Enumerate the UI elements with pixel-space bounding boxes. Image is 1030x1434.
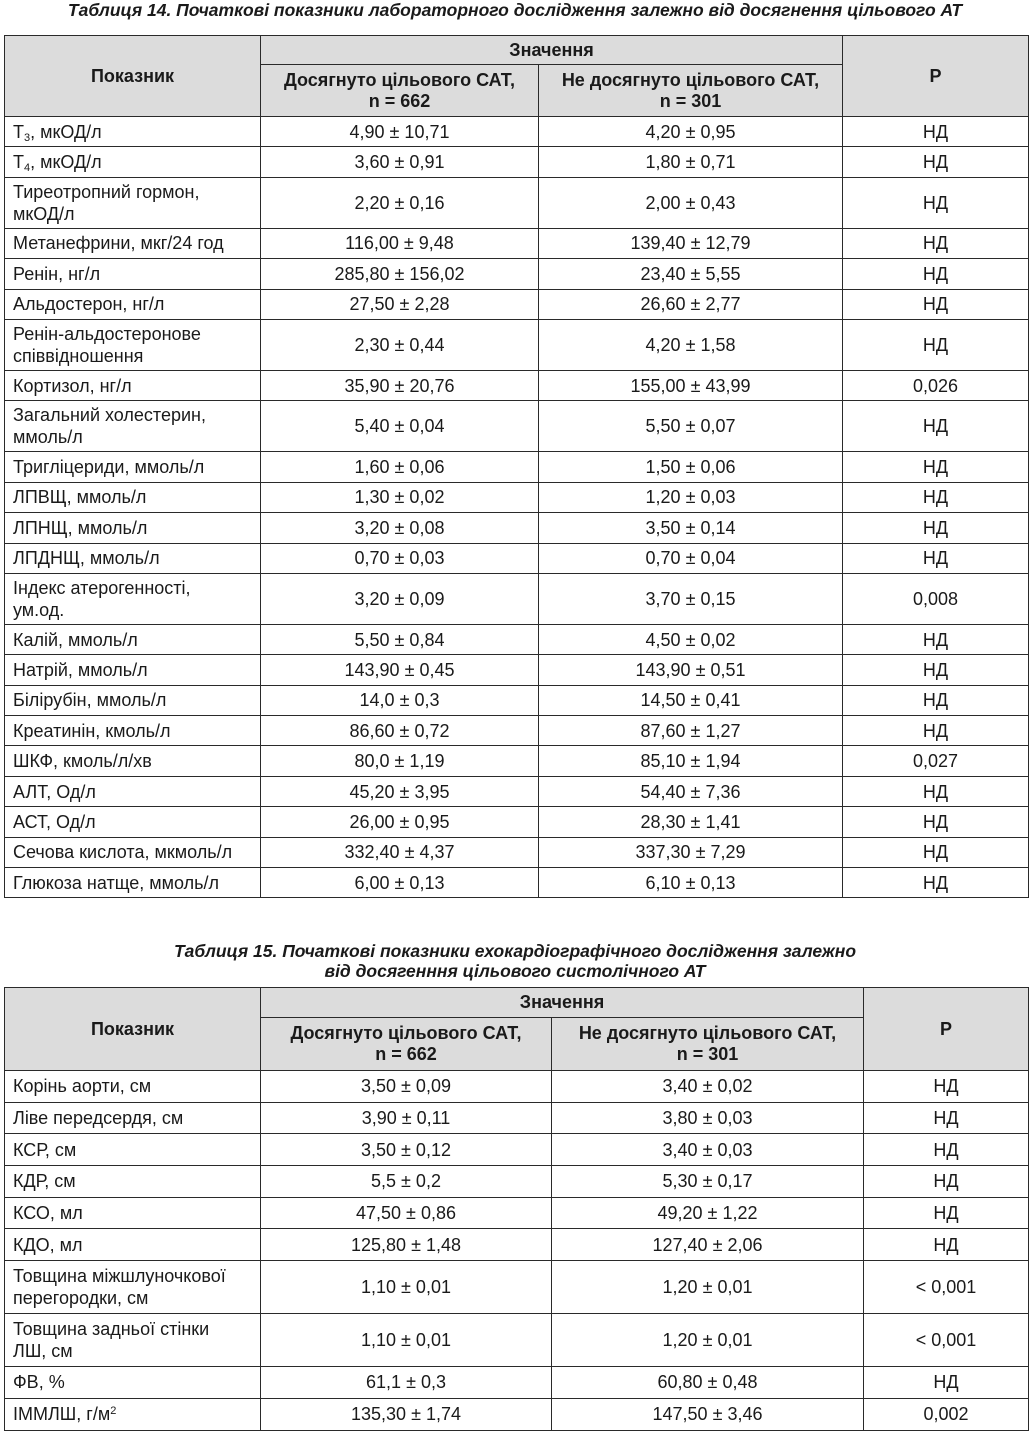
indicator-cell: ШКФ, кмоль/л/хв bbox=[5, 746, 261, 776]
table-row bbox=[5, 177, 1029, 228]
not-achieved-value-cell: 87,60 ± 1,27 bbox=[539, 716, 843, 746]
indicator-cell: $Т_3$, мкОД/л bbox=[5, 117, 261, 147]
p-value-cell: НД bbox=[843, 543, 1029, 573]
not-achieved-value-cell: 3,40 ± 0,02 bbox=[552, 1071, 864, 1103]
achieved-value-cell: 4,90 ± 10,71 bbox=[261, 117, 539, 147]
table-row bbox=[5, 655, 1029, 685]
indicator-cell: Ренін, нг/л bbox=[5, 259, 261, 289]
achieved-header: Досягнуто цільового САТ, n = 662 bbox=[261, 1018, 552, 1071]
achieved-value-cell: 5,5 ± 0,2 bbox=[261, 1166, 552, 1198]
p-value-cell: НД bbox=[864, 1102, 1029, 1134]
achieved-value-cell: 6,00 ± 0,13 bbox=[261, 868, 539, 898]
achieved-value-cell: 125,80 ± 1,48 bbox=[261, 1229, 552, 1261]
achieved-value-cell: 14,0 ± 0,3 bbox=[261, 685, 539, 715]
indicator-cell: АЛТ, Од/л bbox=[5, 776, 261, 806]
p-value-cell: НД bbox=[864, 1229, 1029, 1261]
table-row bbox=[5, 837, 1029, 867]
indicator-cell: ЛПВЩ, ммоль/л bbox=[5, 482, 261, 512]
achieved-value-cell: 1,30 ± 0,02 bbox=[261, 482, 539, 512]
indicator-cell: Сечова кислота, мкмоль/л bbox=[5, 837, 261, 867]
p-value-cell: НД bbox=[864, 1367, 1029, 1399]
indicator-cell: Калій, ммоль/л bbox=[5, 624, 261, 654]
achieved-value-cell: 5,50 ± 0,84 bbox=[261, 624, 539, 654]
achieved-value-cell: 2,20 ± 0,16 bbox=[261, 177, 539, 228]
achieved-value-cell: 80,0 ± 1,19 bbox=[261, 746, 539, 776]
indicator-cell: Товщина задньої стінки ЛШ, см bbox=[5, 1314, 261, 1367]
table-row bbox=[5, 319, 1029, 370]
not-achieved-value-cell: 4,20 ± 1,58 bbox=[539, 319, 843, 370]
indicator-cell: Метанефрини, мкг/24 год bbox=[5, 228, 261, 258]
indicator-cell: Індекс атерогенності, ум.од. bbox=[5, 573, 261, 624]
achieved-value-cell: 3,50 ± 0,09 bbox=[261, 1071, 552, 1103]
p-value-cell: НД bbox=[843, 319, 1029, 370]
achieved-value-cell: 3,60 ± 0,91 bbox=[261, 147, 539, 177]
table-row bbox=[5, 1102, 1029, 1134]
p-value-cell: НД bbox=[843, 685, 1029, 715]
table-row bbox=[5, 776, 1029, 806]
not-achieved-value-cell: 26,60 ± 2,77 bbox=[539, 289, 843, 319]
table-14-header bbox=[5, 36, 1029, 117]
table-row bbox=[5, 370, 1029, 400]
p-value-cell: НД bbox=[843, 401, 1029, 452]
not-achieved-value-cell: 0,70 ± 0,04 bbox=[539, 543, 843, 573]
not-achieved-value-cell: 1,80 ± 0,71 bbox=[539, 147, 843, 177]
achieved-value-cell: 5,40 ± 0,04 bbox=[261, 401, 539, 452]
table-row bbox=[5, 807, 1029, 837]
not-achieved-value-cell: 5,50 ± 0,07 bbox=[539, 401, 843, 452]
indicator-cell: Загальний холестерин, ммоль/л bbox=[5, 401, 261, 452]
achieved-header: Досягнуто цільового САТ, n = 662 bbox=[261, 65, 539, 117]
achieved-value-cell: 0,70 ± 0,03 bbox=[261, 543, 539, 573]
indicator-cell: ФВ, % bbox=[5, 1367, 261, 1399]
achieved-value-cell: 3,50 ± 0,12 bbox=[261, 1134, 552, 1166]
not-achieved-value-cell: 1,50 ± 0,06 bbox=[539, 452, 843, 482]
indicator-cell: $Т_4$, мкОД/л bbox=[5, 147, 261, 177]
achieved-value-cell: 332,40 ± 4,37 bbox=[261, 837, 539, 867]
p-value-cell: НД bbox=[843, 868, 1029, 898]
indicator-cell: Креатинін, кмоль/л bbox=[5, 716, 261, 746]
table-row bbox=[5, 1261, 1029, 1314]
not-achieved-value-cell: 155,00 ± 43,99 bbox=[539, 370, 843, 400]
achieved-value-cell: 35,90 ± 20,76 bbox=[261, 370, 539, 400]
p-value-cell: НД bbox=[843, 147, 1029, 177]
indicator-cell: Кортизол, нг/л bbox=[5, 370, 261, 400]
indicator-cell: Товщина міжшлуночкової перегородки, см bbox=[5, 1261, 261, 1314]
not-achieved-value-cell: 14,50 ± 0,41 bbox=[539, 685, 843, 715]
not-achieved-value-cell: 28,30 ± 1,41 bbox=[539, 807, 843, 837]
achieved-value-cell: 27,50 ± 2,28 bbox=[261, 289, 539, 319]
not-achieved-value-cell: 85,10 ± 1,94 bbox=[539, 746, 843, 776]
not-achieved-value-cell: 1,20 ± 0,01 bbox=[552, 1314, 864, 1367]
indicator-cell: КСО, мл bbox=[5, 1197, 261, 1229]
p-value-cell: 0,008 bbox=[843, 573, 1029, 624]
not-achieved-value-cell: 6,10 ± 0,13 bbox=[539, 868, 843, 898]
not-achieved-value-cell: 54,40 ± 7,36 bbox=[539, 776, 843, 806]
table-row bbox=[5, 513, 1029, 543]
values-group-header: Значення bbox=[261, 988, 864, 1018]
not-achieved-value-cell: 1,20 ± 0,03 bbox=[539, 482, 843, 512]
table-row bbox=[5, 401, 1029, 452]
indicator-cell: АСТ, Од/л bbox=[5, 807, 261, 837]
table-row bbox=[5, 452, 1029, 482]
indicator-cell: Тригліцериди, ммоль/л bbox=[5, 452, 261, 482]
p-value-cell: НД bbox=[864, 1071, 1029, 1103]
p-header: P bbox=[864, 988, 1029, 1071]
table-row bbox=[5, 1367, 1029, 1399]
not-achieved-value-cell: 143,90 ± 0,51 bbox=[539, 655, 843, 685]
not-achieved-value-cell: 4,50 ± 0,02 bbox=[539, 624, 843, 654]
indicator-header: Показник bbox=[5, 36, 261, 117]
table-row bbox=[5, 1071, 1029, 1103]
not-achieved-header: Не досягнуто цільового САТ, n = 301 bbox=[552, 1018, 864, 1071]
p-value-cell: НД bbox=[843, 624, 1029, 654]
p-value-cell: НД bbox=[843, 513, 1029, 543]
p-value-cell: НД bbox=[843, 807, 1029, 837]
p-value-cell: НД bbox=[843, 776, 1029, 806]
table-row bbox=[5, 1229, 1029, 1261]
achieved-value-cell: 45,20 ± 3,95 bbox=[261, 776, 539, 806]
indicator-cell: Глюкоза натще, ммоль/л bbox=[5, 868, 261, 898]
table-row bbox=[5, 1314, 1029, 1367]
p-value-cell: НД bbox=[864, 1166, 1029, 1198]
p-header: P bbox=[843, 36, 1029, 117]
table-row bbox=[5, 117, 1029, 147]
table-row bbox=[5, 1197, 1029, 1229]
table-15-body bbox=[5, 1071, 1029, 1431]
achieved-value-cell: 47,50 ± 0,86 bbox=[261, 1197, 552, 1229]
not-achieved-value-cell: 3,40 ± 0,03 bbox=[552, 1134, 864, 1166]
indicator-cell: ЛПДНЩ, ммоль/л bbox=[5, 543, 261, 573]
not-achieved-value-cell: 337,30 ± 7,29 bbox=[539, 837, 843, 867]
p-value-cell: НД bbox=[864, 1134, 1029, 1166]
p-value-cell: НД bbox=[843, 716, 1029, 746]
not-achieved-value-cell: 49,20 ± 1,22 bbox=[552, 1197, 864, 1229]
table-row bbox=[5, 1398, 1029, 1430]
indicator-cell: ЛПНЩ, ммоль/л bbox=[5, 513, 261, 543]
not-achieved-header: Не досягнуто цільового САТ, n = 301 bbox=[539, 65, 843, 117]
table-row bbox=[5, 746, 1029, 776]
values-group-header: Значення bbox=[261, 36, 843, 65]
p-value-cell: НД bbox=[843, 259, 1029, 289]
not-achieved-value-cell: 5,30 ± 0,17 bbox=[552, 1166, 864, 1198]
indicator-cell: Тиреотропний гормон, мкОД/л bbox=[5, 177, 261, 228]
achieved-value-cell: 3,90 ± 0,11 bbox=[261, 1102, 552, 1134]
table-row bbox=[5, 147, 1029, 177]
table-row bbox=[5, 685, 1029, 715]
achieved-value-cell: 2,30 ± 0,44 bbox=[261, 319, 539, 370]
indicator-cell: КДР, см bbox=[5, 1166, 261, 1198]
p-value-cell: 0,027 bbox=[843, 746, 1029, 776]
indicator-header: Показник bbox=[5, 988, 261, 1071]
indicator-cell: Білірубін, ммоль/л bbox=[5, 685, 261, 715]
achieved-value-cell: 1,10 ± 0,01 bbox=[261, 1314, 552, 1367]
achieved-value-cell: 285,80 ± 156,02 bbox=[261, 259, 539, 289]
achieved-value-cell: 26,00 ± 0,95 bbox=[261, 807, 539, 837]
not-achieved-value-cell: 139,40 ± 12,79 bbox=[539, 228, 843, 258]
not-achieved-value-cell: 127,40 ± 2,06 bbox=[552, 1229, 864, 1261]
p-value-cell: НД bbox=[843, 837, 1029, 867]
p-value-cell: < 0,001 bbox=[864, 1261, 1029, 1314]
indicator-cell: ІММЛШ, $г/м^2$ bbox=[5, 1398, 261, 1430]
table-14-body bbox=[5, 117, 1029, 898]
not-achieved-value-cell: 23,40 ± 5,55 bbox=[539, 259, 843, 289]
p-value-cell: 0,002 bbox=[864, 1398, 1029, 1430]
indicator-cell: КДО, мл bbox=[5, 1229, 261, 1261]
table-row bbox=[5, 259, 1029, 289]
p-value-cell: НД bbox=[843, 452, 1029, 482]
indicator-cell: КСР, см bbox=[5, 1134, 261, 1166]
indicator-cell: Ренін-альдостеронове співвідношення bbox=[5, 319, 261, 370]
table-15 bbox=[4, 987, 1029, 1431]
table-row bbox=[5, 868, 1029, 898]
achieved-value-cell: 3,20 ± 0,08 bbox=[261, 513, 539, 543]
achieved-value-cell: 61,1 ± 0,3 bbox=[261, 1367, 552, 1399]
achieved-value-cell: 116,00 ± 9,48 bbox=[261, 228, 539, 258]
achieved-value-cell: 143,90 ± 0,45 bbox=[261, 655, 539, 685]
achieved-value-cell: 86,60 ± 0,72 bbox=[261, 716, 539, 746]
achieved-value-cell: 3,20 ± 0,09 bbox=[261, 573, 539, 624]
table-15-header bbox=[5, 988, 1029, 1071]
p-value-cell: НД bbox=[843, 482, 1029, 512]
p-value-cell: НД bbox=[864, 1197, 1029, 1229]
indicator-cell: Натрій, ммоль/л bbox=[5, 655, 261, 685]
p-value-cell: НД bbox=[843, 228, 1029, 258]
indicator-cell: Альдостерон, нг/л bbox=[5, 289, 261, 319]
table-row bbox=[5, 482, 1029, 512]
table-row bbox=[5, 573, 1029, 624]
p-value-cell: НД bbox=[843, 655, 1029, 685]
table-15-caption: Таблиця 15. Початкові показники ехокардіографічного дослідження залежно від досягенння цільового систолічного АТ bbox=[173, 941, 857, 981]
not-achieved-value-cell: 1,20 ± 0,01 bbox=[552, 1261, 864, 1314]
table-row bbox=[5, 289, 1029, 319]
not-achieved-value-cell: 3,50 ± 0,14 bbox=[539, 513, 843, 543]
indicator-cell: Ліве передсердя, см bbox=[5, 1102, 261, 1134]
table-14-caption: Таблиця 14. Початкові показники лабораторного дослідження залежно від досягнення цільового АТ bbox=[67, 0, 963, 20]
not-achieved-value-cell: 4,20 ± 0,95 bbox=[539, 117, 843, 147]
p-value-cell: НД bbox=[843, 177, 1029, 228]
table-row bbox=[5, 1166, 1029, 1198]
not-achieved-value-cell: 3,70 ± 0,15 bbox=[539, 573, 843, 624]
table-row bbox=[5, 716, 1029, 746]
not-achieved-value-cell: 2,00 ± 0,43 bbox=[539, 177, 843, 228]
achieved-value-cell: 135,30 ± 1,74 bbox=[261, 1398, 552, 1430]
achieved-value-cell: 1,10 ± 0,01 bbox=[261, 1261, 552, 1314]
p-value-cell: НД bbox=[843, 117, 1029, 147]
not-achieved-value-cell: 147,50 ± 3,46 bbox=[552, 1398, 864, 1430]
not-achieved-value-cell: 60,80 ± 0,48 bbox=[552, 1367, 864, 1399]
p-value-cell: < 0,001 bbox=[864, 1314, 1029, 1367]
table-row bbox=[5, 624, 1029, 654]
table-row bbox=[5, 228, 1029, 258]
p-value-cell: НД bbox=[843, 289, 1029, 319]
p-value-cell: 0,026 bbox=[843, 370, 1029, 400]
table-14 bbox=[4, 35, 1029, 898]
indicator-cell: Корінь аорти, см bbox=[5, 1071, 261, 1103]
table-row bbox=[5, 543, 1029, 573]
table-row bbox=[5, 1134, 1029, 1166]
achieved-value-cell: 1,60 ± 0,06 bbox=[261, 452, 539, 482]
not-achieved-value-cell: 3,80 ± 0,03 bbox=[552, 1102, 864, 1134]
